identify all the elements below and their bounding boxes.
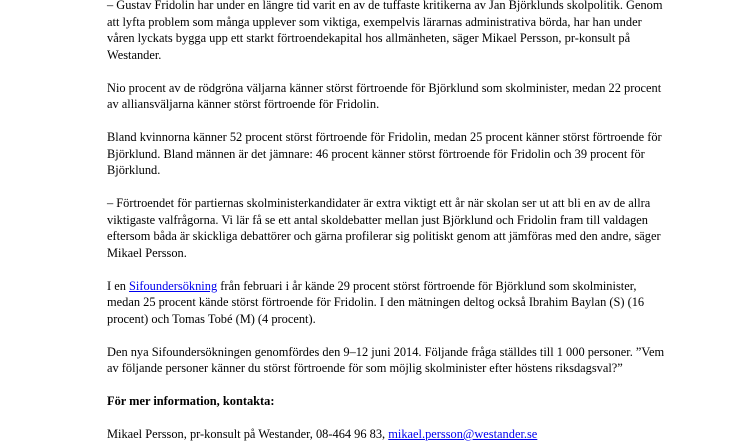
sifo-survey-link[interactable]: Sifoundersökning	[129, 278, 218, 293]
survey-text-before: I en	[107, 278, 130, 293]
paragraph-february-survey	[107, 278, 667, 328]
contact-heading: För mer information, kontakta:	[107, 394, 275, 408]
contact-email-link[interactable]: mikael.persson@westander.se	[388, 427, 538, 441]
survey-text-after: från februari i år kände 29 procent störst förtroende för Björklund som skolminister, medan 25 procent kände störst förtroende för Fridolin. I den mätningen deltog också Ibrahim Baylan (S) (16 procent) och Tomas Tobé (M) (4 procent).	[107, 278, 645, 326]
quote-paragraph-debate: – Förtroendet för partiernas skolministerkandidater är extra viktigt ett år när skolan ser ut att bli en av de allra viktigaste valfrågorna. Vi lär få se ett antal skoldebatter mellan just Björklund och Fridolin fram till valdagen eftersom båda är skickliga debattörer och gärna profilerar sig politiskt genom att jämföras med den andre, säger Mikael Persson.	[107, 196, 661, 260]
paragraph-gender-split: Bland kvinnorna känner 52 procent störst förtroende för Fridolin, medan 25 procent känner störst förtroende för Björklund. Bland männen är det jämnare: 46 procent känner störst förtroende för Fridolin och 39 procent för Björklund.	[107, 130, 662, 177]
contact-line	[107, 426, 667, 443]
contact-details: Mikael Persson, pr-konsult på Westander, 08-464 96 83,	[107, 427, 389, 441]
document-body	[107, 0, 667, 443]
paragraph-voter-trust: Nio procent av de rödgröna väljarna känner störst förtroende för Björklund som skolminister, medan 22 procent av alliansväljarna känner störst förtroende för Fridolin.	[107, 80, 662, 111]
paragraph-survey-method: Den nya Sifoundersökningen genomfördes den 9–12 juni 2014. Följande fråga ställdes till 1 000 personer. ”Vem av följande personer känner du störst förtroende för som möjlig skolminister efter höstens riksdagsval?”	[107, 344, 665, 375]
quote-paragraph-fridolin: – Gustav Fridolin har under en längre tid varit en av de tuffaste kritikerna av Jan Björklunds skolpolitik. Genom att lyfta problem som många upplever som viktiga, exempelvis lärarnas administrativa börda, har han under våren lyckats bygga upp ett starkt förtroendekapital hos allmänheten, säger Mikael Persson, pr-konsult på Westander.	[107, 0, 663, 62]
